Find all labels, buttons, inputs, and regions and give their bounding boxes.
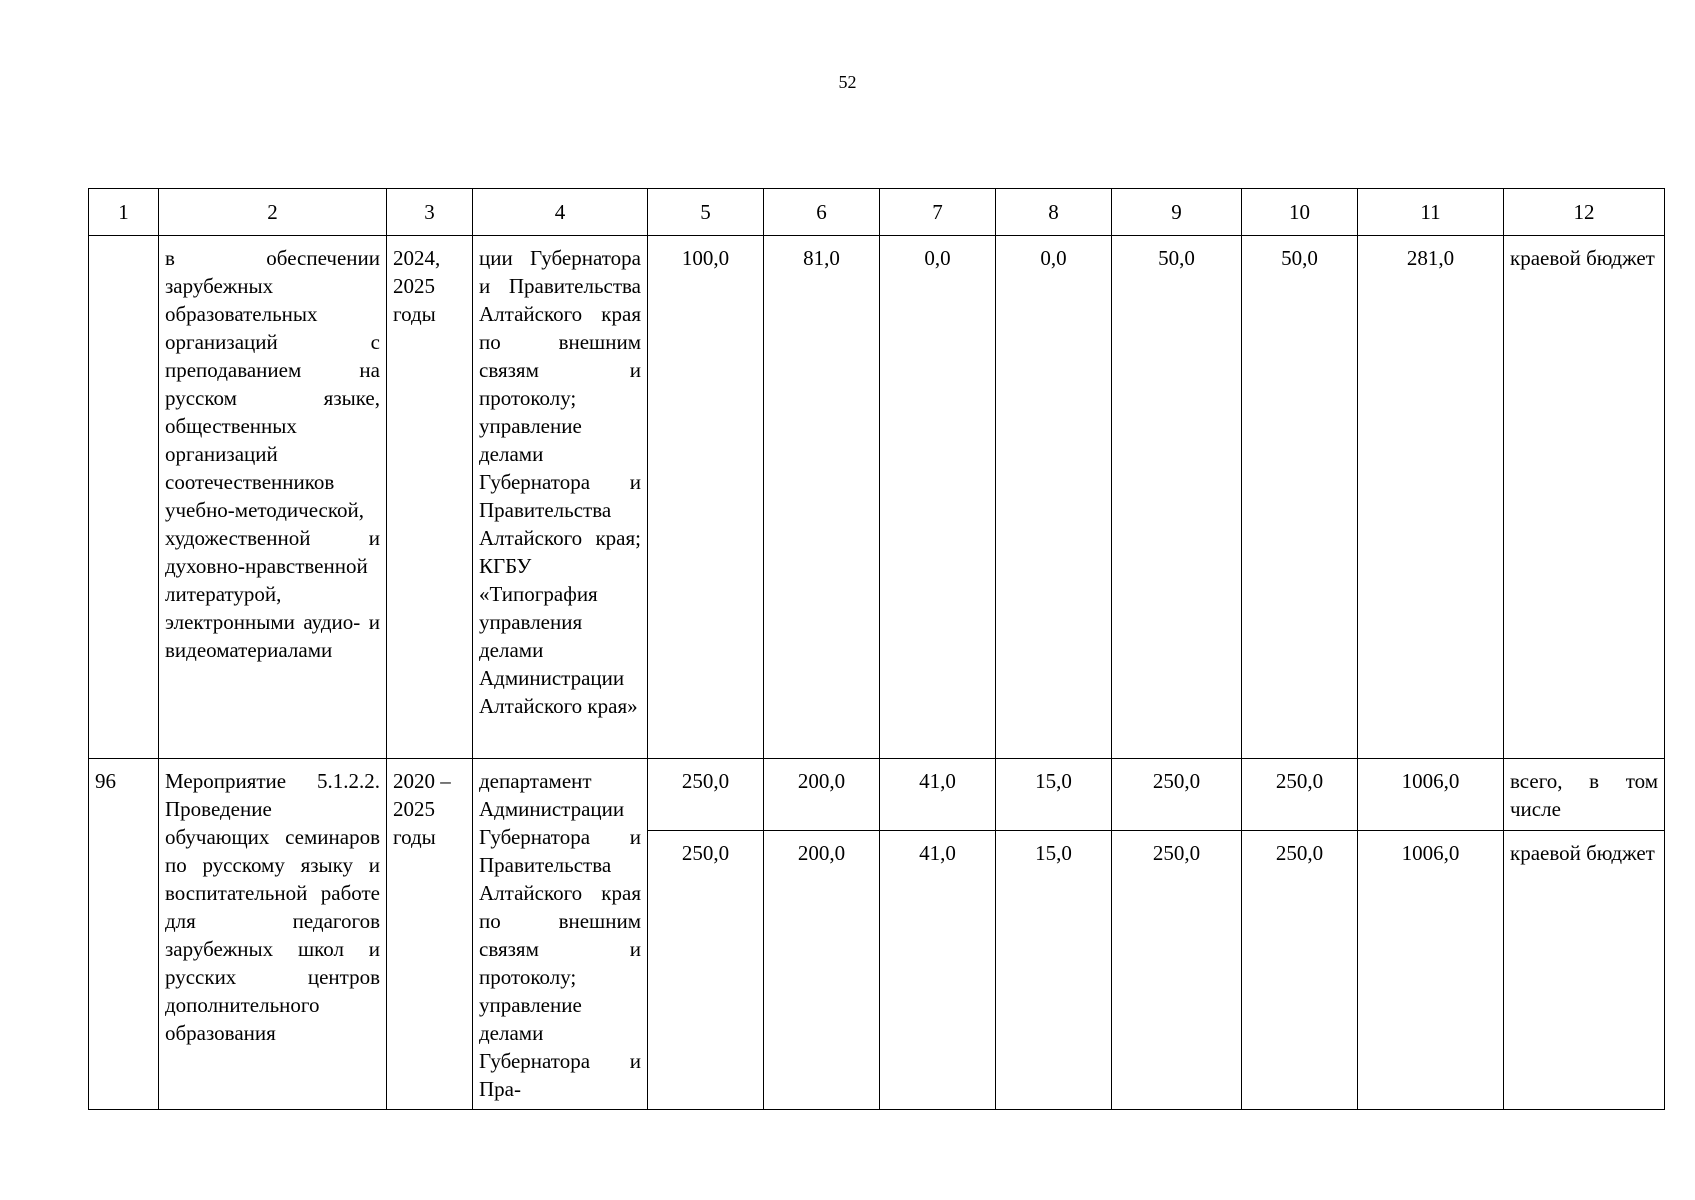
- value-cell: 50,0: [1112, 236, 1242, 759]
- value-cell: 250,0: [1112, 759, 1242, 831]
- header-col-4: 4: [473, 189, 648, 236]
- value-cell: 41,0: [880, 759, 996, 831]
- period-cell: 2020 – 2025 годы: [387, 759, 473, 1110]
- header-col-10: 10: [1242, 189, 1358, 236]
- page-number: 52: [838, 72, 857, 92]
- value-cell: 281,0: [1358, 236, 1504, 759]
- period-cell: 2024, 2025 годы: [387, 236, 473, 759]
- row-number-cell: 96: [89, 759, 159, 1110]
- value-cell: 250,0: [1242, 831, 1358, 1110]
- value-cell: 0,0: [996, 236, 1112, 759]
- value-cell: 15,0: [996, 759, 1112, 831]
- value-cell: 100,0: [648, 236, 764, 759]
- value-cell: 81,0: [764, 236, 880, 759]
- value-cell: 250,0: [1242, 759, 1358, 831]
- header-col-5: 5: [648, 189, 764, 236]
- header-row: [89, 189, 1665, 236]
- executor-cell: департамент Администрации Губернатора и Правительства Алтайского края по внешним связям и протоколу; управление делами Губернатора и Пра-: [473, 759, 648, 1110]
- table-row-96-total: [89, 759, 1665, 831]
- value-cell: 250,0: [648, 759, 764, 831]
- value-cell: 200,0: [764, 831, 880, 1110]
- value-cell: 1006,0: [1358, 759, 1504, 831]
- funding-source-cell: всего, в том числе: [1504, 759, 1665, 831]
- header-col-2: 2: [159, 189, 387, 236]
- header-col-6: 6: [764, 189, 880, 236]
- header-col-7: 7: [880, 189, 996, 236]
- header-col-1: 1: [89, 189, 159, 236]
- table-row-continued: [89, 236, 1665, 759]
- value-cell: 250,0: [1112, 831, 1242, 1110]
- header-col-8: 8: [996, 189, 1112, 236]
- funding-source-cell: краевой бюджет: [1504, 831, 1665, 1110]
- program-table: [88, 188, 1665, 1110]
- value-cell: 41,0: [880, 831, 996, 1110]
- funding-source-cell: краевой бюджет: [1504, 236, 1665, 759]
- value-cell: 0,0: [880, 236, 996, 759]
- activity-description-cell: Мероприятие 5.1.2.2. Проведение обучающих семинаров по русскому языку и воспитательной работе для педагогов зарубежных школ и русских центров дополнительного образования: [159, 759, 387, 1110]
- header-col-9: 9: [1112, 189, 1242, 236]
- row-number-cell: [89, 236, 159, 759]
- header-col-3: 3: [387, 189, 473, 236]
- executor-cell: ции Губернатора и Правительства Алтайского края по внешним связям и протоколу; управление делами Губернатора и Правительства Алтайского края; КГБУ «Типография управления делами Администрации Алтайского края»: [473, 236, 648, 759]
- header-col-12: 12: [1504, 189, 1665, 236]
- value-cell: 250,0: [648, 831, 764, 1110]
- header-col-11: 11: [1358, 189, 1504, 236]
- value-cell: 200,0: [764, 759, 880, 831]
- value-cell: 1006,0: [1358, 831, 1504, 1110]
- value-cell: 50,0: [1242, 236, 1358, 759]
- value-cell: 15,0: [996, 831, 1112, 1110]
- activity-description-cell: в обеспечении зарубежных образовательных организаций с преподаванием на русском языке, общественных организаций соотечественников учебно-методической, художественной и духовно-нравственной литературой, электронными аудио- и видеоматериалами: [159, 236, 387, 759]
